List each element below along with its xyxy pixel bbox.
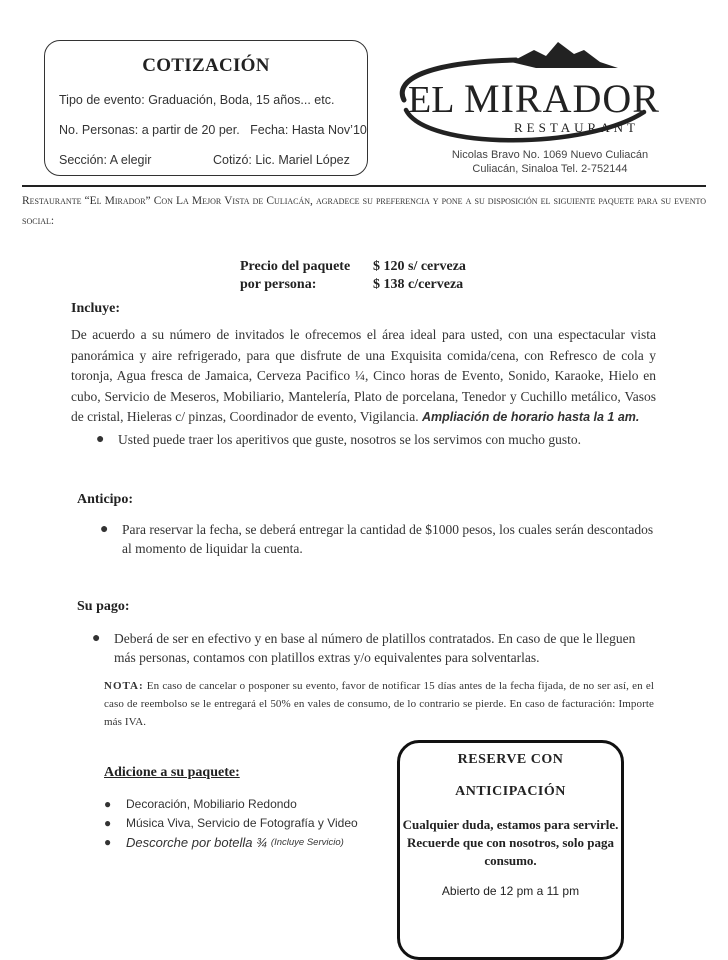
price-label-line-1: Precio del paquete [240,259,351,274]
quoted-by-value: Lic. Mariel López [255,153,350,167]
address-line-2: Culiacán, Sinaloa Tel. 2-752144 [472,163,628,175]
add-ons-list [104,795,358,852]
el-mirador-logo [386,40,666,152]
quote-box [44,40,368,176]
header-divider [22,185,706,187]
event-type-label: Tipo de evento: [59,93,145,107]
includes-text: De acuerdo a su número de invitados le ofrecemos el área ideal para usted, con una espectacular vista panorámica y aire refrigerado, para que disfrute de una Exquisita comida/cena, con Refresco de cola y toronja, Agua fresca de Jamaica, Cerveza Pacifico ¼, Cinco horas de Evento, Sonido, Karaoke, Hielo en cubo, Servicio de Meseros, Mobiliario, Mantelería, Plato de porcelana, Tenedor y Cuchillo metálico, Vasos de cristal, Hieleras c/ pinzas, Coordinador de evento, Vigilancia. [71,327,656,424]
deposit-bullet [100,520,655,558]
event-type-value: Graduación, Boda, 15 años... etc. [148,93,335,107]
quote-title: COTIZACIÓN [142,55,270,76]
note-label: NOTA: [104,680,144,692]
price-values [373,258,466,294]
add-on-music-photo: Música Viva, Servicio de Fotografía y Video [126,816,358,830]
logo-el-text: EL [408,79,455,121]
price-without-beer: $ 120 s/ cerveza [373,259,466,274]
aperitifs-bullet [96,430,676,449]
deposit-heading: Anticipo: [77,492,133,507]
bullet-icon: ● [104,797,112,811]
price-label-line-2: por persona: [240,277,317,292]
quoted-by-label: Cotizó: [213,153,252,167]
deposit-text: Para reservar la fecha, se deberá entregar la cantidad de $1000 pesos, los cuales serán descontados al momento de liquidar la cuenta. [122,522,654,556]
people-line [59,123,367,137]
bullet-icon: ● [96,432,105,447]
event-type-line [59,93,334,107]
people-value: a partir de 20 per. [141,123,240,137]
section-value: A elegir [109,153,152,167]
reserve-line-3: Cualquier duda, estamos para servirle. Recuerde que con nosotros, solo paga consumo. [402,817,619,868]
address [425,148,675,176]
bullet-icon: ● [92,631,101,646]
logo-mirador-text: MIRADOR [464,76,660,121]
people-label: No. Personas: [59,123,139,137]
reserve-line-2: ANTICIPACIÓN [455,784,566,799]
quoted-by-line [213,153,350,167]
add-on-item [104,814,358,833]
add-on-item [104,795,358,814]
payment-bullet [92,629,657,667]
aperitifs-text: Usted puede traer los aperitivos que guste, nosotros se los servimos con mucho gusto. [118,432,582,447]
reserve-line-1: RESERVE CON [457,752,564,767]
note-text: En caso de cancelar o posponer su evento, favor de notificar 15 días antes de la fecha fijada, de no ser así, en el caso de reembolso se le entregará el 50% en vales de consumo, de lo contrario se pierde. En caso de facturación: Importe más IVA. [104,680,654,728]
section-label: Sección: [59,153,107,167]
payment-text: Deberá de ser en efectivo y en base al número de platillos contratados. En caso de que le lleguen más personas, contamos con platillos extras y/o equivalentes para solventarlas. [114,631,636,665]
bullet-icon: ● [104,835,112,849]
reserve-text [400,752,621,898]
logo-restaurant-text: RESTAURANT [514,120,639,135]
payment-heading: Su pago: [77,599,130,614]
bullet-icon: ● [104,816,112,830]
section-line [59,153,151,167]
bullet-icon: ● [100,522,109,537]
includes-heading: Incluye: [71,301,120,316]
note-paragraph [104,677,654,731]
price-with-beer: $ 138 c/cerveza [373,277,464,292]
logo-graphic [386,40,666,152]
add-on-decoration: Decoración, Mobiliario Redondo [126,797,297,811]
includes-emphasis: Ampliación de horario hasta la 1 am. [421,410,640,424]
includes-paragraph [71,325,656,428]
add-on-corkage-note: (Incluye Servicio) [270,837,344,848]
date-value: Hasta Nov’10 [291,123,367,137]
add-ons-heading: Adicione a su paquete: [104,765,240,780]
price-labels [240,258,350,294]
date-label: Fecha: [250,123,289,137]
address-line-1: Nicolas Bravo No. 1069 Nuevo Culiacán [451,149,649,161]
add-on-corkage: Descorche por botella ¾ [126,835,267,850]
add-on-item [104,833,358,852]
intro-paragraph: Restaurante “El Mirador” Con La Mejor Vista de Culiacán, agradece su preferencia y pone a su disposición el siguiente paquete para su evento social: [22,195,706,227]
opening-hours: Abierto de 12 pm a 11 pm [441,884,580,898]
